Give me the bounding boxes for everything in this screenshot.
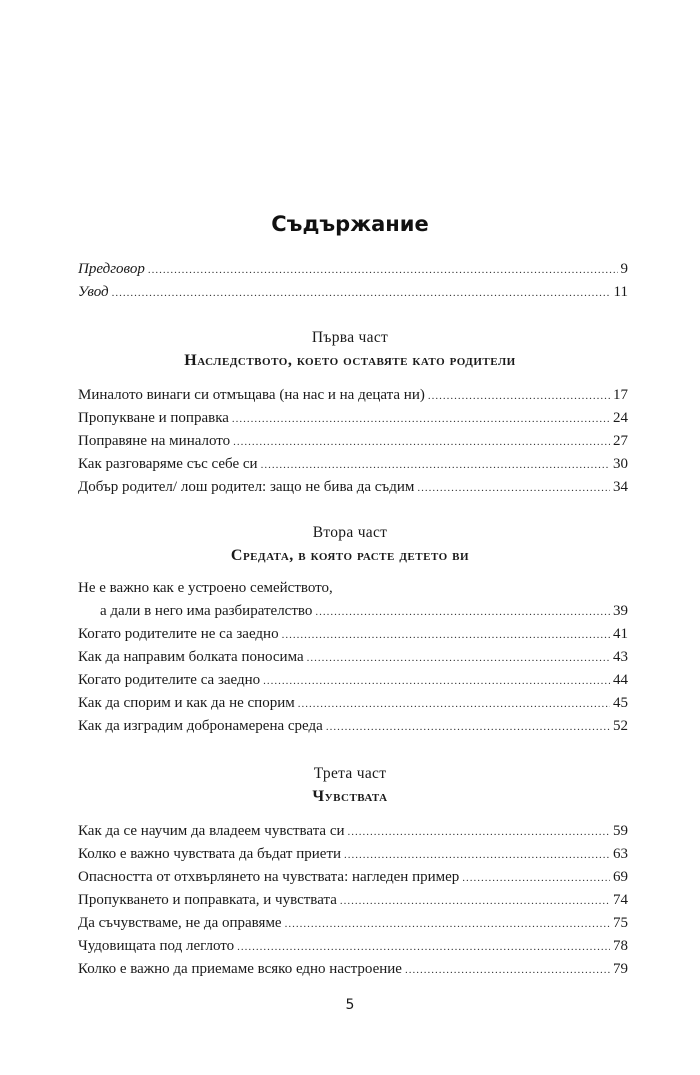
toc-entry-page: 9 [620,261,628,277]
leader-dots [428,386,610,406]
leader-dots [298,694,610,714]
toc-title: Съдържание [271,212,429,236]
toc-entry[interactable] [78,716,628,736]
toc-entry-page: 79 [613,961,628,977]
leader-dots [232,409,610,429]
toc-entry[interactable] [78,454,628,474]
toc-entry[interactable] [78,867,628,887]
toc-entry-introduction[interactable] [78,282,628,302]
leader-dots [233,432,610,452]
toc-entry-label: Пропукване и поправка [78,410,229,426]
toc-entry-page: 74 [613,892,628,908]
leader-dots [282,625,610,645]
toc-entry-label: Увод [78,284,109,300]
part-heading: Чувствата [312,788,388,805]
leader-dots [326,717,610,737]
part-label: Първа част [311,329,389,346]
toc-entry-label: Когато родителите не са заедно [78,626,279,642]
toc-entry-preface[interactable] [78,259,628,279]
toc-entry-label: Колко е важно чувствата да бъдат приети [78,846,342,862]
leader-dots [315,602,610,622]
toc-entry-label: Как да спорим и как да не спорим [78,695,295,711]
toc-entry-label: Колко е важно да приемаме всяко едно настроение [78,961,402,977]
toc-entry-page: 78 [613,938,628,954]
toc-entry-page: 52 [613,718,628,734]
toc-entry[interactable] [78,844,628,864]
toc-entry[interactable] [78,959,628,979]
toc-entry-label-line1: Не е важно как е устроено семейството, [78,580,333,596]
leader-dots [340,891,610,911]
toc-entry-page: 24 [613,410,628,426]
toc-entry-page: 69 [613,869,628,885]
toc-entry[interactable] [78,647,628,667]
toc-entry-page: 27 [613,433,628,449]
toc-entry-page: 44 [613,672,628,688]
toc-entry[interactable] [78,913,628,933]
toc-entry-page: 43 [613,649,628,665]
leader-dots [263,671,610,691]
page-number: 5 [345,997,355,1013]
toc-entry[interactable] [78,624,628,644]
toc-entry[interactable] [78,431,628,451]
leader-dots [417,478,610,498]
toc-entry-page: 39 [613,603,628,619]
toc-entry[interactable] [78,601,628,621]
toc-entry-label: а дали в него има разбирателство [100,603,313,619]
leader-dots [307,648,610,668]
toc-entry-page: 75 [613,915,628,931]
leader-dots [112,283,611,303]
toc-entry[interactable] [78,385,628,405]
toc-entry[interactable] [78,670,628,690]
part-label: Втора част [312,524,388,541]
toc-entry-label: Как разговаряме със себе си [78,456,258,472]
toc-entry-label: Миналото винаги си отмъщава (на нас и на децата ни) [78,387,425,403]
toc-entry-label: Пропукването и поправката, и чувствата [78,892,337,908]
toc-entry-page: 41 [613,626,628,642]
part-heading: Наследството, което оставяте като родители [184,352,516,369]
leader-dots [462,868,610,888]
toc-entry-label: Как да направим болката поносима [78,649,304,665]
toc-entry-page: 11 [613,284,628,300]
toc-entry-label: Добър родител/ лош родител: защо не бива да съдим [78,479,415,495]
leader-dots [285,914,610,934]
toc-entry-label: Опасността от отхвърлянето на чувствата: нагледен пример [78,869,460,885]
toc-entry-label: Предговор [78,261,145,277]
toc-entry-page: 59 [613,823,628,839]
toc-entry-page: 63 [613,846,628,862]
toc-entry-page: 45 [613,695,628,711]
toc-entry[interactable] [78,821,628,841]
toc-entry[interactable] [78,693,628,713]
toc-entry[interactable] [78,477,628,497]
leader-dots [148,260,618,280]
leader-dots [348,822,610,842]
leader-dots [344,845,610,865]
leader-dots [261,455,610,475]
toc-entry[interactable] [78,408,628,428]
toc-entry-label: Чудовищата под леглото [78,938,235,954]
part-heading: Средата, в която расте детето ви [230,547,470,564]
toc-entry-label: Как да изградим добронамерена среда [78,718,323,734]
leader-dots [237,937,610,957]
leader-dots [405,960,610,980]
toc-entry-page: 17 [613,387,628,403]
toc-entry-label: Как да се научим да владеем чувствата си [78,823,345,839]
toc-entry-page: 30 [613,456,628,472]
toc-entry-label: Поправяне на миналото [78,433,231,449]
toc-entry-label: Когато родителите са заедно [78,672,261,688]
part-label: Трета част [313,765,387,782]
toc-entry[interactable] [78,936,628,956]
toc-entry[interactable] [78,890,628,910]
toc-entry-page: 34 [613,479,628,495]
toc-entry-label: Да съчувстваме, не да оправяме [78,915,282,931]
